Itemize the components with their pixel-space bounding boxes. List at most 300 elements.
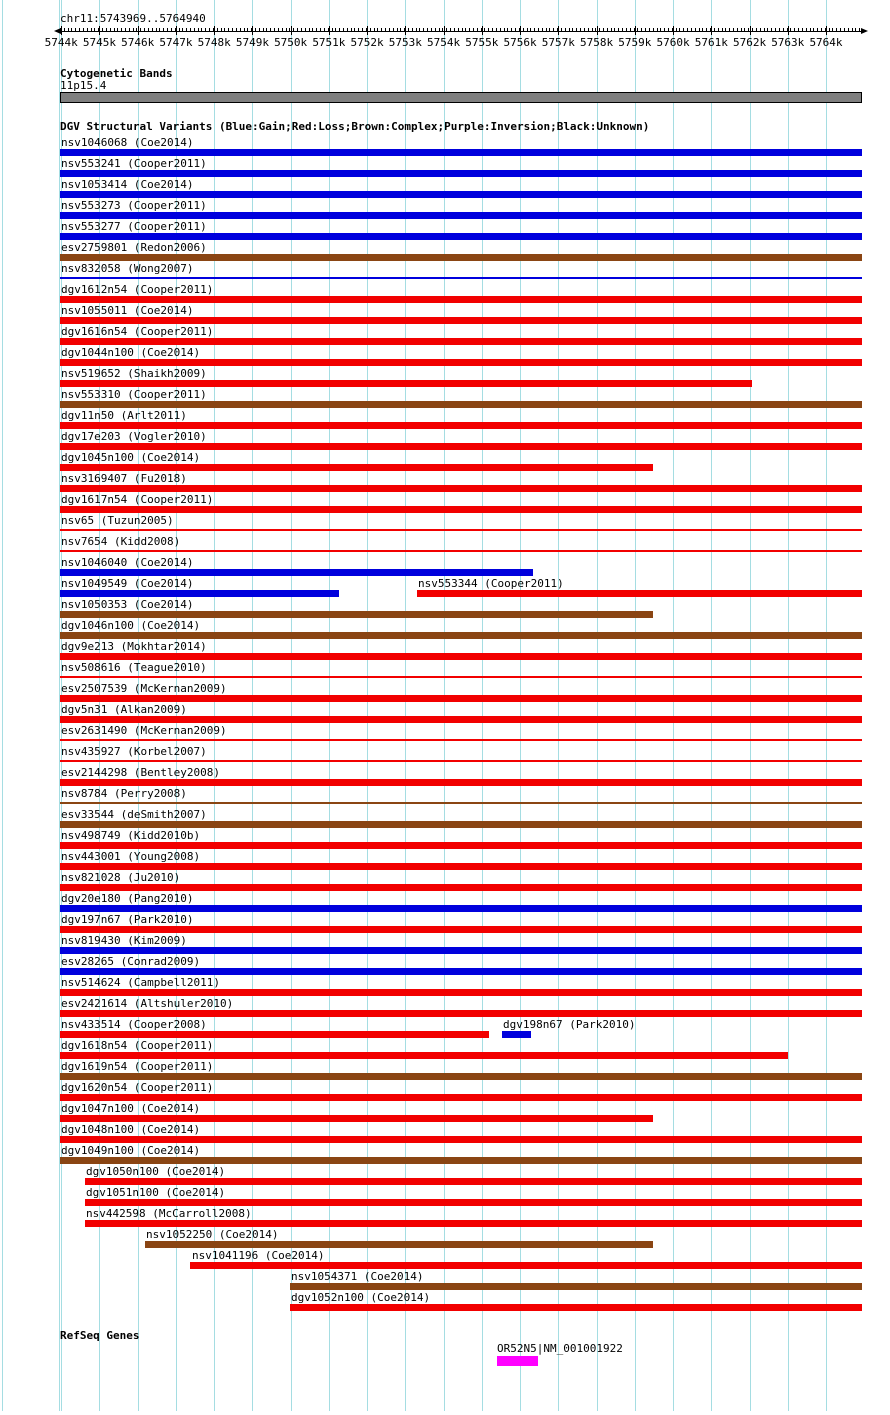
ruler-minor-tick: [691, 28, 692, 32]
ruler-minor-tick: [370, 28, 371, 32]
ruler-minor-tick: [309, 28, 310, 32]
variant-label: nsv1055011 (Coe2014): [61, 304, 194, 317]
ruler-minor-tick: [83, 28, 84, 32]
variant-bar[interactable]: [60, 1136, 862, 1143]
variant-bar[interactable]: [60, 1094, 862, 1101]
variant-bar[interactable]: [60, 1052, 788, 1059]
variant-label: nsv553273 (Cooper2011): [61, 199, 207, 212]
ruler-minor-tick: [760, 28, 761, 32]
ruler-minor-tick: [68, 28, 69, 32]
ruler-minor-tick: [848, 28, 849, 32]
ruler-tick-label: 5753k: [388, 36, 422, 49]
ruler-major-tick: [291, 26, 292, 35]
ruler-minor-tick: [255, 28, 256, 32]
variant-label: nsv1050353 (Coe2014): [61, 598, 194, 611]
ruler-minor-tick: [339, 28, 340, 32]
ruler-tick-label: 5763k: [771, 36, 805, 49]
variant-label: nsv819430 (Kim2009): [61, 934, 187, 947]
ruler-minor-tick: [244, 28, 245, 32]
variant-bar[interactable]: [60, 422, 862, 429]
ruler-major-tick: [444, 26, 445, 35]
variant-bar[interactable]: [60, 380, 752, 387]
variant-bar[interactable]: [290, 1304, 862, 1311]
variant-label: nsv832058 (Wong2007): [61, 262, 194, 275]
ruler-minor-tick: [102, 28, 103, 32]
variant-label: nsv553344 (Cooper2011): [418, 577, 564, 590]
variant-label: nsv65 (Tuzun2005): [61, 514, 174, 527]
ruler-major-tick: [482, 26, 483, 35]
ruler-minor-tick: [836, 28, 837, 32]
ruler-minor-tick: [374, 28, 375, 32]
variant-label: dgv1617n54 (Cooper2011): [61, 493, 214, 506]
ruler-minor-tick: [477, 28, 478, 32]
variant-bar[interactable]: [60, 1115, 653, 1122]
variant-label: esv2144298 (Bentley2008): [61, 766, 220, 779]
ruler-minor-tick: [699, 28, 700, 32]
ruler-minor-tick: [354, 28, 355, 32]
ruler-minor-tick: [121, 28, 122, 32]
ruler-minor-tick: [110, 28, 111, 32]
variant-bar[interactable]: [60, 569, 533, 576]
ruler-minor-tick: [687, 28, 688, 32]
ruler-minor-tick: [332, 28, 333, 32]
variant-label: dgv1619n54 (Cooper2011): [61, 1060, 214, 1073]
variant-label: esv2631490 (McKernan2009): [61, 724, 227, 737]
ruler-minor-tick: [224, 28, 225, 32]
variant-label: nsv1049549 (Coe2014): [61, 577, 194, 590]
ruler-minor-tick: [771, 28, 772, 32]
ruler-minor-tick: [393, 28, 394, 32]
ruler-minor-tick: [286, 28, 287, 32]
variant-bar[interactable]: [60, 802, 862, 804]
ruler-minor-tick: [240, 28, 241, 32]
ruler-minor-tick: [194, 28, 195, 32]
variant-bar[interactable]: [60, 842, 862, 849]
ruler-minor-tick: [435, 28, 436, 32]
ruler-minor-tick: [389, 28, 390, 32]
ruler-minor-tick: [335, 28, 336, 32]
ruler-minor-tick: [676, 28, 677, 32]
ruler-minor-tick: [580, 28, 581, 32]
ruler-tick-label: 5756k: [503, 36, 537, 49]
ruler-minor-tick: [209, 28, 210, 32]
ruler-tick-label: 5744k: [44, 36, 78, 49]
variant-bar[interactable]: [60, 695, 862, 702]
ruler-minor-tick: [702, 28, 703, 32]
variant-bar[interactable]: [60, 760, 862, 762]
variant-label: dgv1051n100 (Coe2014): [86, 1186, 226, 1199]
ruler-minor-tick: [400, 28, 401, 32]
ruler-minor-tick: [358, 28, 359, 32]
ruler-tick-label: 5745k: [82, 36, 116, 49]
ruler-tick-label: 5758k: [579, 36, 614, 49]
ruler-minor-tick: [779, 28, 780, 32]
ruler-tick-label: 5748k: [197, 36, 231, 49]
ruler-tick-label: 5762k: [732, 36, 767, 49]
variant-label: dgv1612n54 (Cooper2011): [61, 283, 214, 296]
variant-bar[interactable]: [60, 191, 862, 198]
ruler-minor-tick: [527, 28, 528, 32]
variant-bar[interactable]: [60, 338, 862, 345]
ruler-major-tick: [367, 26, 368, 35]
ruler-minor-tick: [821, 28, 822, 32]
variant-label: dgv1052n100 (Coe2014): [291, 1291, 431, 1304]
ruler-minor-tick: [507, 28, 508, 32]
ruler-minor-tick: [664, 28, 665, 32]
variant-label: nsv1053414 (Coe2014): [61, 178, 194, 191]
ruler-major-tick: [61, 26, 62, 35]
variant-label: dgv1048n100 (Coe2014): [61, 1123, 201, 1136]
ruler-minor-tick: [810, 28, 811, 32]
gene-bar[interactable]: [497, 1356, 538, 1366]
ruler-minor-tick: [546, 28, 547, 32]
gridline: [2, 0, 3, 1411]
ruler-minor-tick: [274, 28, 275, 32]
ruler-minor-tick: [790, 28, 791, 32]
ruler-minor-tick: [228, 28, 229, 32]
variant-bar[interactable]: [60, 212, 862, 219]
ruler-minor-tick: [79, 28, 80, 32]
ruler-major-tick: [99, 26, 100, 35]
variant-bar[interactable]: [60, 359, 862, 366]
ruler-minor-tick: [549, 28, 550, 32]
variant-label: dgv1616n54 (Cooper2011): [61, 325, 214, 338]
ruler-minor-tick: [305, 28, 306, 32]
ruler-minor-tick: [324, 28, 325, 32]
ruler-tick-label: 5751k: [312, 36, 346, 49]
variant-label: nsv1046068 (Coe2014): [61, 136, 194, 149]
variant-label: nsv1041196 (Coe2014): [192, 1249, 325, 1262]
variant-label: dgv1050n100 (Coe2014): [86, 1165, 226, 1178]
variant-bar[interactable]: [60, 1073, 862, 1080]
ruler-minor-tick: [637, 28, 638, 32]
ruler-major-tick: [673, 26, 674, 35]
ruler-minor-tick: [484, 28, 485, 32]
ruler-minor-tick: [465, 28, 466, 32]
variant-bar[interactable]: [60, 611, 653, 618]
ruler-minor-tick: [140, 28, 141, 32]
ruler-minor-tick: [171, 28, 172, 32]
variant-bar[interactable]: [60, 170, 862, 177]
ruler-major-tick: [826, 26, 827, 35]
ruler-tick-label: 5764k: [809, 36, 843, 49]
ruler-minor-tick: [148, 28, 149, 32]
ruler-minor-tick: [462, 28, 463, 32]
ruler-minor-tick: [752, 28, 753, 32]
ruler-minor-tick: [259, 28, 260, 32]
ruler-major-tick: [711, 26, 712, 35]
variant-label: nsv519652 (Shaikh2009): [61, 367, 207, 380]
ruler-tick-label: 5747k: [159, 36, 193, 49]
variant-bar[interactable]: [60, 464, 653, 471]
ruler-minor-tick: [282, 28, 283, 32]
ruler-minor-tick: [316, 28, 317, 32]
ruler-minor-tick: [523, 28, 524, 32]
ruler-minor-tick: [488, 28, 489, 32]
variant-bar[interactable]: [60, 529, 862, 531]
ruler-major-tick: [329, 26, 330, 35]
cytoband-label: 11p15.4: [60, 79, 107, 92]
variant-bar[interactable]: [60, 676, 862, 678]
ruler-minor-tick: [626, 28, 627, 32]
ruler-minor-tick: [431, 28, 432, 32]
ruler-minor-tick: [714, 28, 715, 32]
ruler-minor-tick: [653, 28, 654, 32]
ruler-minor-tick: [729, 28, 730, 32]
ruler-minor-tick: [133, 28, 134, 32]
ruler-minor-tick: [278, 28, 279, 32]
ruler-minor-tick: [416, 28, 417, 32]
ruler-minor-tick: [190, 28, 191, 32]
gene-label: OR52N5|NM_001001922: [497, 1342, 623, 1355]
ruler-minor-tick: [312, 28, 313, 32]
ruler-minor-tick: [572, 28, 573, 32]
ruler-minor-tick: [205, 28, 206, 32]
ruler-minor-tick: [64, 28, 65, 32]
ruler-minor-tick: [446, 28, 447, 32]
ruler-minor-tick: [783, 28, 784, 32]
ruler-minor-tick: [565, 28, 566, 32]
ruler-minor-tick: [263, 28, 264, 32]
variant-label: dgv5n31 (Alkan2009): [61, 703, 187, 716]
ruler-minor-tick: [515, 28, 516, 32]
ruler-minor-tick: [75, 28, 76, 32]
ruler-minor-tick: [94, 28, 95, 32]
ruler-minor-tick: [163, 28, 164, 32]
ruler-minor-tick: [611, 28, 612, 32]
ruler-minor-tick: [201, 28, 202, 32]
ruler-minor-tick: [614, 28, 615, 32]
ruler-minor-tick: [553, 28, 554, 32]
ruler-minor-tick: [806, 28, 807, 32]
variant-label: dgv20e180 (Pang2010): [61, 892, 194, 905]
variant-bar[interactable]: [60, 233, 862, 240]
variant-label: nsv433514 (Cooper2008): [61, 1018, 207, 1031]
ruler-minor-tick: [152, 28, 153, 32]
variant-bar[interactable]: [60, 443, 862, 450]
variant-bar[interactable]: [60, 1010, 862, 1017]
ruler-minor-tick: [645, 28, 646, 32]
ruler-minor-tick: [725, 28, 726, 32]
variant-bar[interactable]: [60, 653, 862, 660]
ruler-minor-tick: [530, 28, 531, 32]
variant-bar[interactable]: [60, 968, 862, 975]
variant-bar[interactable]: [60, 632, 862, 639]
ruler-minor-tick: [817, 28, 818, 32]
variant-bar[interactable]: [60, 550, 862, 552]
ruler-minor-tick: [114, 28, 115, 32]
ruler-tick-label: 5754k: [427, 36, 461, 49]
ruler-minor-tick: [500, 28, 501, 32]
variant-bar[interactable]: [60, 506, 862, 513]
ruler-minor-tick: [221, 28, 222, 32]
ruler-minor-tick: [144, 28, 145, 32]
variant-label: nsv442598 (McCarroll2008): [86, 1207, 252, 1220]
ruler-minor-tick: [618, 28, 619, 32]
variant-bar[interactable]: [60, 296, 862, 303]
variant-bar[interactable]: [190, 1262, 862, 1269]
ruler-minor-tick: [683, 28, 684, 32]
variant-label: dgv1046n100 (Coe2014): [61, 619, 201, 632]
ruler-minor-tick: [607, 28, 608, 32]
refseq-track-title: RefSeq Genes: [60, 1329, 140, 1342]
ruler-minor-tick: [657, 28, 658, 32]
ruler-minor-tick: [855, 28, 856, 32]
ruler-minor-tick: [129, 28, 130, 32]
ruler-minor-tick: [293, 28, 294, 32]
variant-label: nsv553277 (Cooper2011): [61, 220, 207, 233]
ruler-minor-tick: [217, 28, 218, 32]
variant-bar[interactable]: [85, 1220, 862, 1227]
ruler-minor-tick: [775, 28, 776, 32]
variant-label: nsv514624 (Campbell2011): [61, 976, 220, 989]
variant-label: dgv1045n100 (Coe2014): [61, 451, 201, 464]
variant-bar[interactable]: [60, 1031, 489, 1038]
ruler-minor-tick: [695, 28, 696, 32]
ruler-minor-tick: [377, 28, 378, 32]
ruler-minor-tick: [756, 28, 757, 32]
ruler-major-tick: [176, 26, 177, 35]
ruler-minor-tick: [454, 28, 455, 32]
variant-label: nsv1054371 (Coe2014): [291, 1270, 424, 1283]
variant-label: nsv7654 (Kidd2008): [61, 535, 181, 548]
ruler-minor-tick: [301, 28, 302, 32]
variant-label: nsv443001 (Young2008): [61, 850, 201, 863]
variant-bar[interactable]: [60, 821, 862, 828]
ruler-minor-tick: [569, 28, 570, 32]
ruler-tick-label: 5757k: [541, 36, 575, 49]
ruler-minor-tick: [247, 28, 248, 32]
ruler-minor-tick: [427, 28, 428, 32]
cytoband-bar[interactable]: [60, 92, 862, 103]
variant-label: dgv17e203 (Vogler2010): [61, 430, 207, 443]
ruler-minor-tick: [706, 28, 707, 32]
variant-bar[interactable]: [60, 905, 862, 912]
variant-label: nsv508616 (Teague2010): [61, 661, 207, 674]
variant-bar[interactable]: [60, 779, 862, 786]
ruler-minor-tick: [343, 28, 344, 32]
variant-bar[interactable]: [85, 1199, 862, 1206]
ruler-minor-tick: [534, 28, 535, 32]
ruler-minor-tick: [576, 28, 577, 32]
variant-label: esv33544 (deSmith2007): [61, 808, 207, 821]
variant-bar[interactable]: [502, 1031, 531, 1038]
ruler-minor-tick: [167, 28, 168, 32]
ruler-minor-tick: [744, 28, 745, 32]
ruler-minor-tick: [469, 28, 470, 32]
ruler-minor-tick: [186, 28, 187, 32]
ruler-minor-tick: [764, 28, 765, 32]
variant-bar[interactable]: [60, 254, 862, 261]
ruler-minor-tick: [844, 28, 845, 32]
ruler-minor-tick: [412, 28, 413, 32]
variant-label: dgv197n67 (Park2010): [61, 913, 194, 926]
variant-bar[interactable]: [145, 1241, 653, 1248]
ruler-minor-tick: [71, 28, 72, 32]
ruler-minor-tick: [236, 28, 237, 32]
ruler-tick-label: 5750k: [274, 36, 308, 49]
variant-label: dgv198n67 (Park2010): [503, 1018, 636, 1031]
ruler-minor-tick: [859, 28, 860, 32]
ruler-minor-tick: [450, 28, 451, 32]
variant-bar[interactable]: [60, 926, 862, 933]
ruler-minor-tick: [232, 28, 233, 32]
ruler-minor-tick: [592, 28, 593, 32]
variant-label: dgv1620n54 (Cooper2011): [61, 1081, 214, 1094]
ruler-minor-tick: [813, 28, 814, 32]
ruler-minor-tick: [649, 28, 650, 32]
ruler-minor-tick: [794, 28, 795, 32]
ruler-minor-tick: [87, 28, 88, 32]
ruler-major-tick: [597, 26, 598, 35]
variant-bar[interactable]: [60, 884, 862, 891]
variant-bar[interactable]: [60, 1157, 862, 1164]
dgv-track-title: DGV Structural Variants (Blue:Gain;Red:Loss;Brown:Complex;Purple:Inversion;Black:Unknown): [60, 120, 650, 133]
variant-label: esv28265 (Conrad2009): [61, 955, 201, 968]
ruler-minor-tick: [504, 28, 505, 32]
variant-bar[interactable]: [60, 716, 862, 723]
ruler-minor-tick: [718, 28, 719, 32]
ruler-major-tick: [138, 26, 139, 35]
ruler-major-tick: [635, 26, 636, 35]
ruler-minor-tick: [641, 28, 642, 32]
ruler-minor-tick: [297, 28, 298, 32]
ruler-minor-tick: [125, 28, 126, 32]
ruler-major-tick: [558, 26, 559, 35]
ruler-minor-tick: [588, 28, 589, 32]
variant-label: esv2507539 (McKernan2009): [61, 682, 227, 695]
ruler-minor-tick: [270, 28, 271, 32]
ruler-minor-tick: [737, 28, 738, 32]
variant-bar[interactable]: [60, 863, 862, 870]
ruler-minor-tick: [630, 28, 631, 32]
ruler-minor-tick: [622, 28, 623, 32]
variant-bar[interactable]: [60, 947, 862, 954]
variant-label: esv2759801 (Redon2006): [61, 241, 207, 254]
variant-bar[interactable]: [60, 149, 862, 156]
variant-label: esv2421614 (Altshuler2010): [61, 997, 234, 1010]
variant-label: nsv553241 (Cooper2011): [61, 157, 207, 170]
variant-label: nsv498749 (Kidd2010b): [61, 829, 201, 842]
ruler-tick-label: 5746k: [121, 36, 155, 49]
variant-bar[interactable]: [60, 739, 862, 741]
variant-label: nsv8784 (Perry2008): [61, 787, 187, 800]
variant-bar[interactable]: [60, 590, 339, 597]
ruler-minor-tick: [408, 28, 409, 32]
variant-bar[interactable]: [60, 989, 862, 996]
ruler-minor-tick: [829, 28, 830, 32]
ruler-minor-tick: [266, 28, 267, 32]
ruler-minor-tick: [802, 28, 803, 32]
variant-bar[interactable]: [60, 277, 862, 279]
variant-bar[interactable]: [290, 1283, 862, 1290]
ruler-tick-label: 5749k: [235, 36, 269, 49]
ruler-minor-tick: [91, 28, 92, 32]
ruler-minor-tick: [458, 28, 459, 32]
ruler-minor-tick: [538, 28, 539, 32]
variant-bar[interactable]: [417, 590, 862, 597]
ruler-minor-tick: [542, 28, 543, 32]
variant-bar[interactable]: [60, 485, 862, 492]
variant-bar[interactable]: [85, 1178, 862, 1185]
ruler-minor-tick: [156, 28, 157, 32]
ruler-minor-tick: [496, 28, 497, 32]
ruler-minor-tick: [852, 28, 853, 32]
variant-label: nsv1046040 (Coe2014): [61, 556, 194, 569]
variant-bar[interactable]: [60, 317, 862, 324]
variant-bar[interactable]: [60, 401, 862, 408]
ruler-minor-tick: [351, 28, 352, 32]
